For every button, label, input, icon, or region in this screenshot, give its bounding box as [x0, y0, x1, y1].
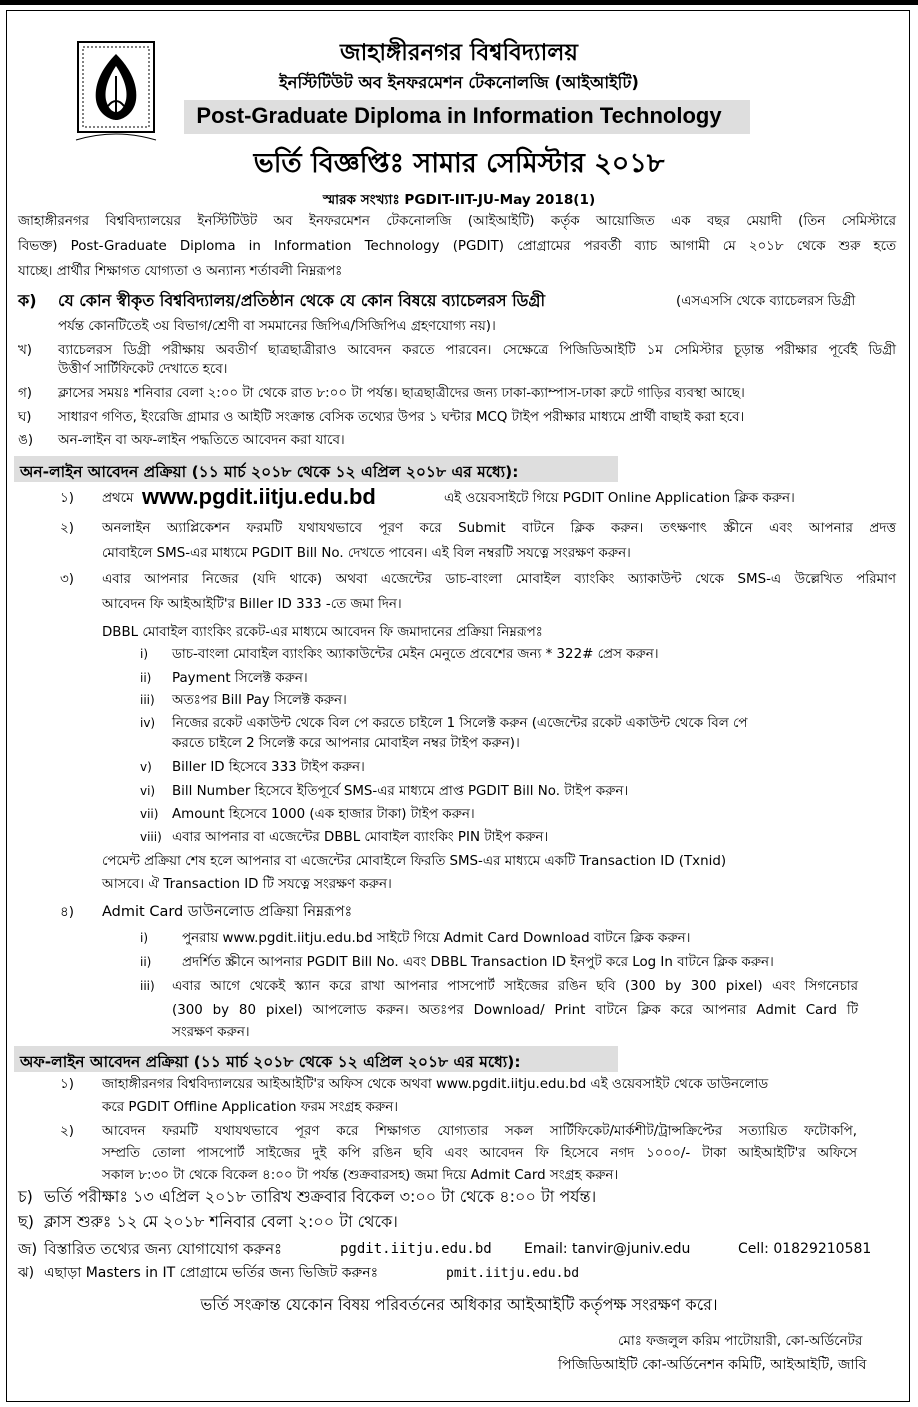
- step-text: মোবাইলে SMS-এর মাধ্যমে PGDIT Bill No. দেখতে পাবেন। এই বিল নম্বরটি সযত্নে সংরক্ষণ করুন।: [102, 546, 631, 561]
- item-label: জ): [18, 1240, 38, 1258]
- contact-website[interactable]: pgdit.iitju.edu.bd: [340, 1241, 492, 1257]
- admit-card-heading: Admit Card ডাউনলোড প্রক্রিয়া নিম্নরূপঃ: [102, 904, 353, 920]
- sub-step-number: i): [140, 647, 149, 661]
- step-number: ৩): [60, 572, 74, 587]
- website-link[interactable]: www.pgdit.iitju.edu.bd: [142, 484, 376, 509]
- sub-step-text: প্রদর্শিত স্ক্রীনে আপনার PGDIT Bill No. এবং DBBL Transaction ID ইনপুট করে Log In বাটনে ক্লিক করুন।: [182, 955, 774, 970]
- sub-step-text: (300 by 80 pixel) আপলোড করুন। অতঃপর Download/ Print বাটনে ক্লিক করে আপনার Admit Card টি: [172, 1003, 858, 1018]
- intro-line-1: জাহাঙ্গীরনগর বিশ্ববিদ্যালয়ের ইনস্টিটিউট অব ইনফরমেশন টেকনোলজি (আইআইটি) কর্তৃক আয়োজিত এক বছর মেয়াদী (তিন সেমিস্টারে: [18, 214, 896, 229]
- step-text: আবেদন ফরমটি যথাযথভাবে পূরণ করে শিক্ষাগত যোগ্যতার সকল সার্টিফিকেট/মার্কশীট/ট্রান্সক্রিপ্টের সত্যায়িত ফটোকপি,: [102, 1124, 857, 1139]
- intro-line-3: যাচ্ছে। প্রার্থীর শিক্ষাগত যোগ্যতা ও অন্যান্য শর্তাবলী নিম্নরূপঃ: [18, 264, 343, 279]
- condition-text: ব্যাচেলরস ডিগ্রী পরীক্ষায় অবতীর্ণ ছাত্রছাত্রীরাও আবেদন করতে পারবেন। সেক্ষেত্রে পিজিডিআইটি ১ম সেমিস্টার চূড়ান্ত পরীক্ষার পূর্বেই ডিগ্রী: [58, 343, 896, 358]
- notice-title: ভর্তি বিজ্ঞপ্তিঃ সামার সেমিস্টার ২০১৮: [253, 148, 665, 179]
- memo-number: স্মারক সংখ্যাঃ PGDIT-IIT-JU-May 2018(1): [322, 192, 596, 208]
- intro-line-2: বিভক্ত) Post-Graduate Diploma in Information Technology (PGDIT) প্রোগ্রামের পরবর্তী ব্যাচ আগামী মে ২০১৮ থেকে শুরু হতে: [18, 239, 896, 254]
- sub-step-text: Amount হিসেবে 1000 (এক হাজার টাকা) টাইপ করুন।: [172, 807, 475, 822]
- sub-step-number: iv): [140, 716, 156, 730]
- sub-step-number: i): [140, 931, 149, 945]
- contact-intro: বিস্তারিত তথ্যের জন্য যোগাযোগ করুনঃ: [44, 1240, 283, 1258]
- class-start-info: ক্লাস শুরুঃ ১২ মে ২০১৮ শনিবার বেলা ২:০০ টা থেকে।: [44, 1212, 398, 1231]
- item-label: চ): [18, 1187, 33, 1206]
- university-name: জাহাঙ্গীরনগর বিশ্ববিদ্যালয়: [340, 40, 578, 66]
- condition-text: অন-লাইন বা অফ-লাইন পদ্ধতিতে আবেদন করা যাবে।: [58, 433, 345, 448]
- step-text: আবেদন ফি আইআইটি'র Biller ID 333 -তে জমা দিন।: [102, 597, 402, 612]
- sub-step-text: Payment সিলেক্ট করুন।: [172, 671, 308, 686]
- step-number: ২): [60, 1124, 74, 1139]
- payment-note: আসবে। ঐ Transaction ID টি সযত্নে সংরক্ষণ করুন।: [102, 877, 392, 892]
- contact-cell: Cell: 01829210581: [738, 1241, 872, 1257]
- sub-step-number: viii): [140, 830, 162, 844]
- sub-step-number: iii): [140, 693, 155, 707]
- sub-step-text: অতঃপর Bill Pay সিলেক্ট করুন।: [172, 693, 347, 708]
- sub-step-text: এবার আপনার বা এজেন্টের DBBL মোবাইল ব্যাংকিং PIN টাইপ করুন।: [172, 830, 549, 845]
- sub-step-text: ডাচ-বাংলা মোবাইল ব্যাংকিং অ্যাকাউন্টের মেইন মেনুতে প্রবেশের জন্য * 322# প্রেস করুন।: [172, 647, 659, 662]
- signature-line: মোঃ ফজলুল করিম পাটোয়ারী, কো-অর্ডিনেটর: [618, 1334, 863, 1349]
- payment-note: পেমেন্ট প্রক্রিয়া শেষ হলে আপনার বা এজেন্টের মোবাইলে ফিরতি SMS-এর মাধ্যমে একটি Transaction ID (Txnid): [102, 854, 727, 869]
- masters-website[interactable]: pmit.iitju.edu.bd: [446, 1266, 580, 1281]
- step-text: সকাল ৮:৩০ টা থেকে বিকেল ৪:০০ টা পর্যন্ত (শুক্রবারসহ) জমা দিয়ে Admit Card সংগ্রহ করুন।: [102, 1168, 619, 1183]
- condition-text: যে কোন স্বীকৃত বিশ্ববিদ্যালয়/প্রতিষ্ঠান থেকে যে কোন বিষয়ে ব্যাচেলরস ডিগ্রী: [58, 291, 546, 310]
- admission-test-info: ভর্তি পরীক্ষাঃ ১৩ এপ্রিল ২০১৮ তারিখ শুক্রবার বিকেল ৩:০০ টা থেকে ৪:০০ টা পর্যন্ত।: [44, 1187, 597, 1206]
- condition-text: ক্লাসের সময়ঃ শনিবার বেলা ২:০০ টা থেকে রাত ৮:০০ টা পর্যন্ত। ছাত্রছাত্রীদের জন্য ঢাকা-ক্যাম্পাস-ঢাকা রুটে গাড়ির ব্যবস্থা আছে।: [58, 386, 745, 401]
- program-title: Post-Graduate Diploma in Information Technology: [196, 103, 722, 128]
- condition-label: ঙ): [18, 433, 34, 448]
- condition-label: গ): [18, 386, 33, 401]
- condition-label: খ): [18, 343, 33, 358]
- sub-step-text: নিজের রকেট একাউন্ট থেকে বিল পে করতে চাইলে 1 সিলেক্ট করুন (এজেন্টের রকেট একাউন্ট থেকে বিল পে: [172, 716, 748, 731]
- masters-info: এছাড়া Masters in IT প্রোগ্রামে ভর্তির জন্য ভিজিট করুনঃ: [44, 1265, 379, 1281]
- closing-note: ভর্তি সংক্রান্ত যেকোন বিষয় পরিবর্তনের অধিকার আইআইটি কর্তৃপক্ষ সংরক্ষণ করে।: [200, 1295, 718, 1314]
- sub-step-number: vi): [140, 784, 156, 798]
- sub-step-number: v): [140, 760, 152, 774]
- condition-text: (এসএসসি থেকে ব্যাচেলরস ডিগ্রী: [676, 294, 856, 309]
- item-label: ছ): [18, 1212, 34, 1231]
- condition-text: সাধারণ গণিত, ইংরেজি গ্রামার ও আইটি সংক্রান্ত বেসিক তথ্যের উপর ১ ঘন্টার MCQ টাইপ পরীক্ষার মাধ্যমে প্রার্থী বাছাই করা হবে।: [58, 410, 745, 425]
- sub-step-text: সংরক্ষণ করুন।: [172, 1025, 250, 1040]
- step-text: অনলাইন অ্যাপ্লিকেশন ফরমটি যথাযথভাবে পূরণ করে Submit বাটনে ক্লিক করুন। তৎক্ষণাৎ স্ক্রীনে এবং আপনার প্রদত্ত: [102, 521, 896, 536]
- condition-label: ঘ): [18, 410, 32, 425]
- institute-name: ইনস্টিটিউট অব ইনফরমেশন টেকনোলজি (আইআইটি): [279, 73, 639, 92]
- sub-step-number: ii): [140, 955, 152, 969]
- condition-text: উত্তীর্ণ সার্টিফিকেট দেখাতে হবে।: [58, 362, 228, 377]
- contact-email[interactable]: Email: tanvir@juniv.edu: [524, 1241, 691, 1257]
- step-number: ১): [60, 491, 74, 506]
- step-number: ৪): [60, 905, 74, 920]
- sub-step-text: এবার আগে থেকেই স্ক্যান করে রাখা আপনার পাসপোর্ট সাইজের রঙিন ছবি (300 by 300 pixel) এবং সিগনেচার: [172, 979, 858, 994]
- step-text: প্রথমে: [102, 491, 134, 506]
- condition-label: ক): [18, 291, 37, 310]
- step-text: এবার আপনার নিজের (যদি থাকে) অথবা এজেন্টের ডাচ-বাংলা মোবাইল ব্যাংকিং অ্যাকাউন্ট থেকে SMS-এ উল্লেখিত পরিমাণ: [102, 572, 896, 587]
- step-text: এই ওয়েবসাইটে গিয়ে PGDIT Online Application ক্লিক করুন।: [444, 491, 795, 506]
- sub-step-text: করতে চাইলে 2 সিলেক্ট করে আপনার মোবাইল নম্বর টাইপ করুন)।: [172, 736, 520, 751]
- step-text: সম্প্রতি তোলা পাসপোর্ট সাইজের দুই কপি রঙিন ছবি এবং আবেদন ফি হিসেবে নগদ ১০০০/- টাকা আইআইটি'র অফিসে: [102, 1146, 857, 1161]
- online-heading: অন-লাইন আবেদন প্রক্রিয়া (১১ মার্চ ২০১৮ থেকে ১২ এপ্রিল ২০১৮ এর মধ্যে):: [20, 463, 519, 481]
- condition-text: পর্যন্ত কোনটিতেই ৩য় বিভাগ/শ্রেণী বা সমমানের জিপিএ/সিজিপিএ গ্রহণযোগ্য নয়)।: [58, 319, 496, 334]
- top-border: [0, 0, 918, 5]
- item-label: ঝ): [18, 1265, 35, 1281]
- step-text: করে PGDIT Offline Application ফরম সংগ্রহ করুন।: [102, 1100, 398, 1115]
- signature-line: পিজিডিআইটি কো-অর্ডিনেশন কমিটি, আইআইটি, জাবি: [558, 1357, 867, 1373]
- step-number: ২): [60, 521, 74, 536]
- step-number: ১): [60, 1077, 74, 1092]
- sub-step-text: পুনরায় www.pgdit.iitju.edu.bd সাইটে গিয়ে Admit Card Download বাটনে ক্লিক করুন।: [182, 931, 691, 946]
- sub-step-number: ii): [140, 671, 152, 685]
- offline-heading: অফ-লাইন আবেদন প্রক্রিয়া (১১ মার্চ ২০১৮ থেকে ১২ এপ্রিল ২০১৮ এর মধ্যে):: [20, 1053, 521, 1071]
- dbbl-heading: DBBL মোবাইল ব্যাংকিং রকেট-এর মাধ্যমে আবেদন ফি জমাদানের প্রক্রিয়া নিম্নরূপঃ: [102, 625, 543, 640]
- step-text: জাহাঙ্গীরনগর বিশ্ববিদ্যালয়ের আইআইটি'র অফিস থেকে অথবা www.pgdit.iitju.edu.bd এই ওয়েবসাইট থেকে ডাউনলোড: [102, 1077, 769, 1092]
- sub-step-number: vii): [140, 807, 159, 821]
- sub-step-text: Bill Number হিসেবে ইতিপূর্বে SMS-এর মাধ্যমে প্রাপ্ত PGDIT Bill No. টাইপ করুন।: [172, 784, 629, 799]
- sub-step-text: Biller ID হিসেবে 333 টাইপ করুন।: [172, 760, 365, 775]
- sub-step-number: iii): [140, 979, 155, 993]
